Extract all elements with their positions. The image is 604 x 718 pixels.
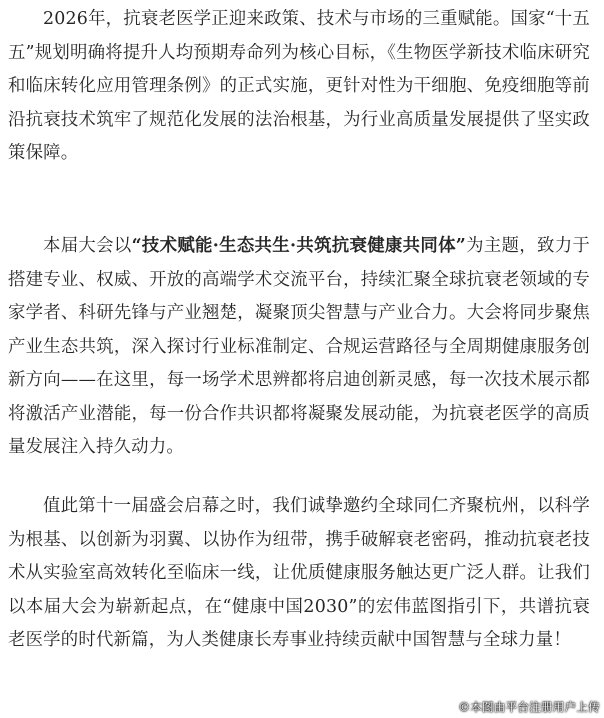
paragraph-theme [8, 230, 590, 465]
paragraph-policy [8, 3, 590, 171]
platform-watermark: ©本图由平台注册用户上传 [458, 700, 600, 714]
paragraph-invitation [8, 490, 590, 658]
paragraph-theme-lead: 本届大会以 [43, 236, 132, 256]
paragraph-policy-text: 2026年，抗衰老医学正迎来政策、技术与市场的三重赋能。国家“十五五”规划明确将提升人均预期寿命列为核心目标，《生物医学新技术临床研究和临床转化应用管理条例》的正式实施，更针对性为干细胞、免疫细胞等前沿抗衰技术筑牢了规范化发展的法治根基，为行业高质量发展提供了坚实政策保障。 [8, 9, 590, 163]
paragraph-theme-body: 为主题，致力于搭建专业、权威、开放的高端学术交流平台，持续汇聚全球抗衰老领域的专家学者、科研先锋与产业翘楚，凝聚顶尖智慧与产业合力。大会将同步聚焦产业生态共筑，深入探讨行业标准制定、合规运营路径与全周期健康服务创新方向——在这里，每一场学术思辨都将启迪创新灵感，每一次技术展示都将激活产业潜能，每一份合作共识都将凝聚发展动能，为抗衰老医学的高质量发展注入持久动力。 [8, 236, 590, 457]
paragraph-invitation-text: 值此第十一届盛会启幕之时，我们诚挚邀约全球同仁齐聚杭州，以科学为根基、以创新为羽翼、以协作为纽带，携手破解衰老密码，推动抗衰老技术从实验室高效转化至临床一线，让优质健康服务触达更广泛人群。让我们以本届大会为崭新起点，在“健康中国2030”的宏伟蓝图指引下，共谱抗衰老医学的时代新篇，为人类健康长寿事业持续贡献中国智慧与全球力量！ [8, 496, 590, 650]
conference-theme: “技术赋能·生态共生·共筑抗衰健康共同体” [131, 236, 466, 256]
